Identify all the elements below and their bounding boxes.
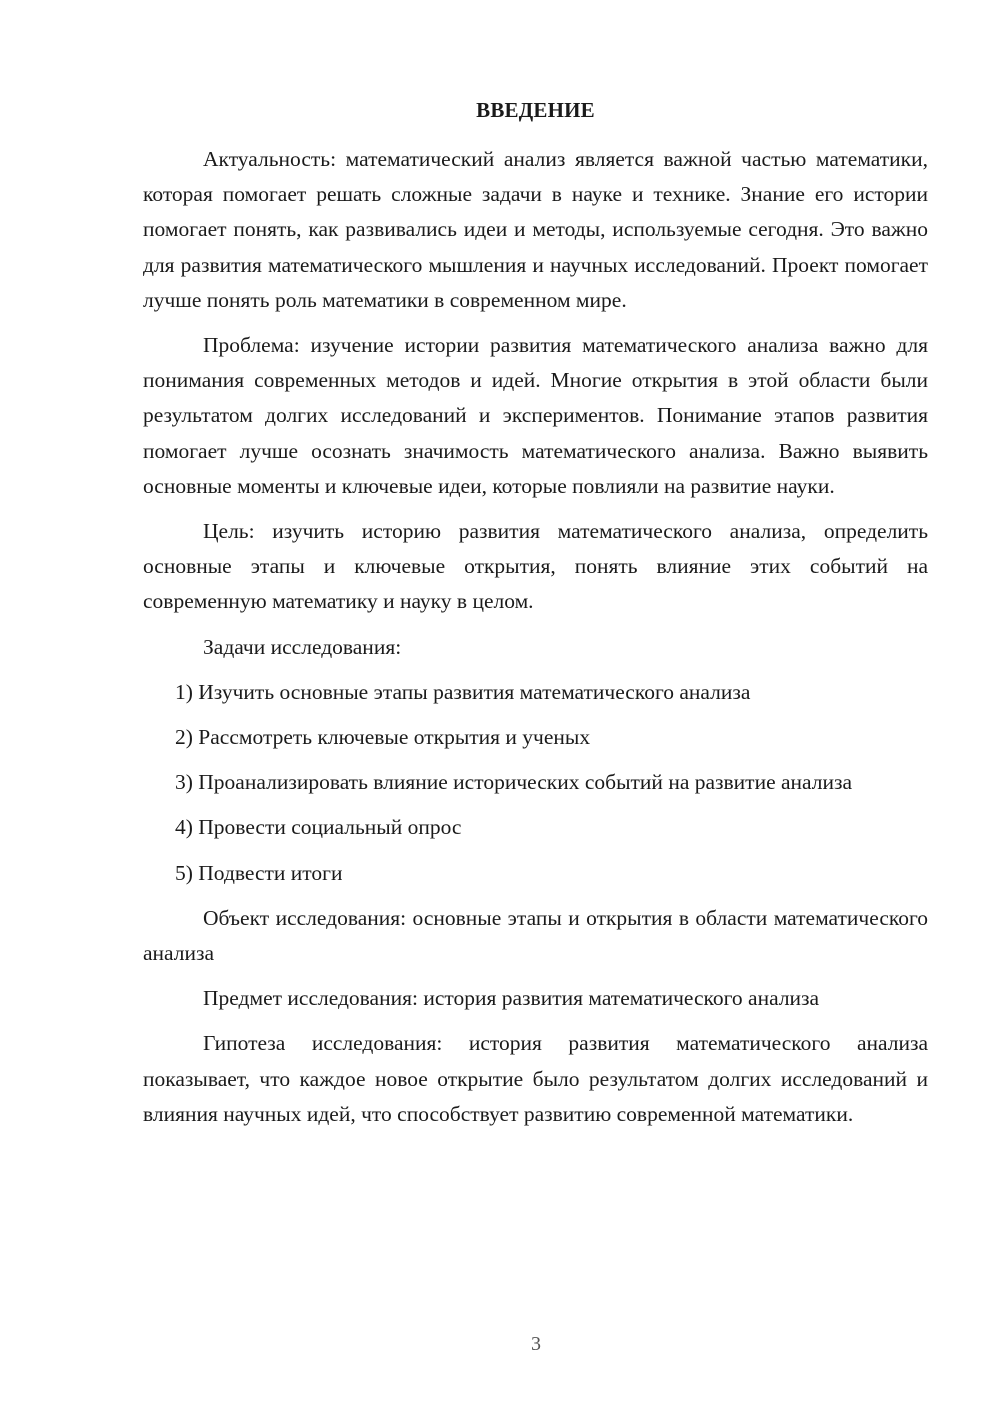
paragraph-object: Объект исследования: основные этапы и открытия в области математического анализа: [143, 905, 928, 966]
page-title: ВВЕДЕНИЕ: [476, 98, 595, 122]
paragraph-hypothesis: Гипотеза исследования: история развития математического анализа показывает, что каждое новое открытие было результатом долгих исследований и влияния научных идей, что способствует развитию современной математики.: [143, 1031, 928, 1126]
task-item-5: 5) Подвести итоги: [175, 860, 343, 885]
tasks-heading: Задачи исследования:: [203, 634, 402, 659]
task-item-3: 3) Проанализировать влияние исторических событий на развитие анализа: [175, 770, 853, 795]
document-page: [143, 95, 928, 1142]
page-number: 3: [531, 1333, 541, 1355]
task-item-4: 4) Провести социальный опрос: [175, 815, 462, 840]
paragraph-subject: Предмет исследования: история развития математического анализа: [203, 986, 820, 1011]
paragraph-goal: Цель: изучить историю развития математического анализа, определить основные этапы и ключевые открытия, понять влияние этих событий на современную математику и науку в целом.: [143, 519, 928, 614]
task-item-1: 1) Изучить основные этапы развития математического анализа: [175, 679, 751, 704]
paragraph-relevance: Актуальность: математический анализ является важной частью математики, которая помогает решать сложные задачи в науке и технике. Знание его истории помогает понять, как развивались идеи и методы, используемые сегодня. Это важно для развития математического мышления и научных исследований. Проект помогает лучше понять роль математики в современном мире.: [143, 147, 928, 312]
task-item-2: 2) Рассмотреть ключевые открытия и ученых: [175, 725, 591, 750]
paragraph-problem: Проблема: изучение истории развития математического анализа важно для понимания современных методов и идей. Многие открытия в этой области были результатом долгих исследований и экспериментов. Понимание этапов развития помогает лучше осознать значимость математического анализа. Важно выявить основные моменты и ключевые идеи, которые повлияли на развитие науки.: [143, 333, 928, 498]
